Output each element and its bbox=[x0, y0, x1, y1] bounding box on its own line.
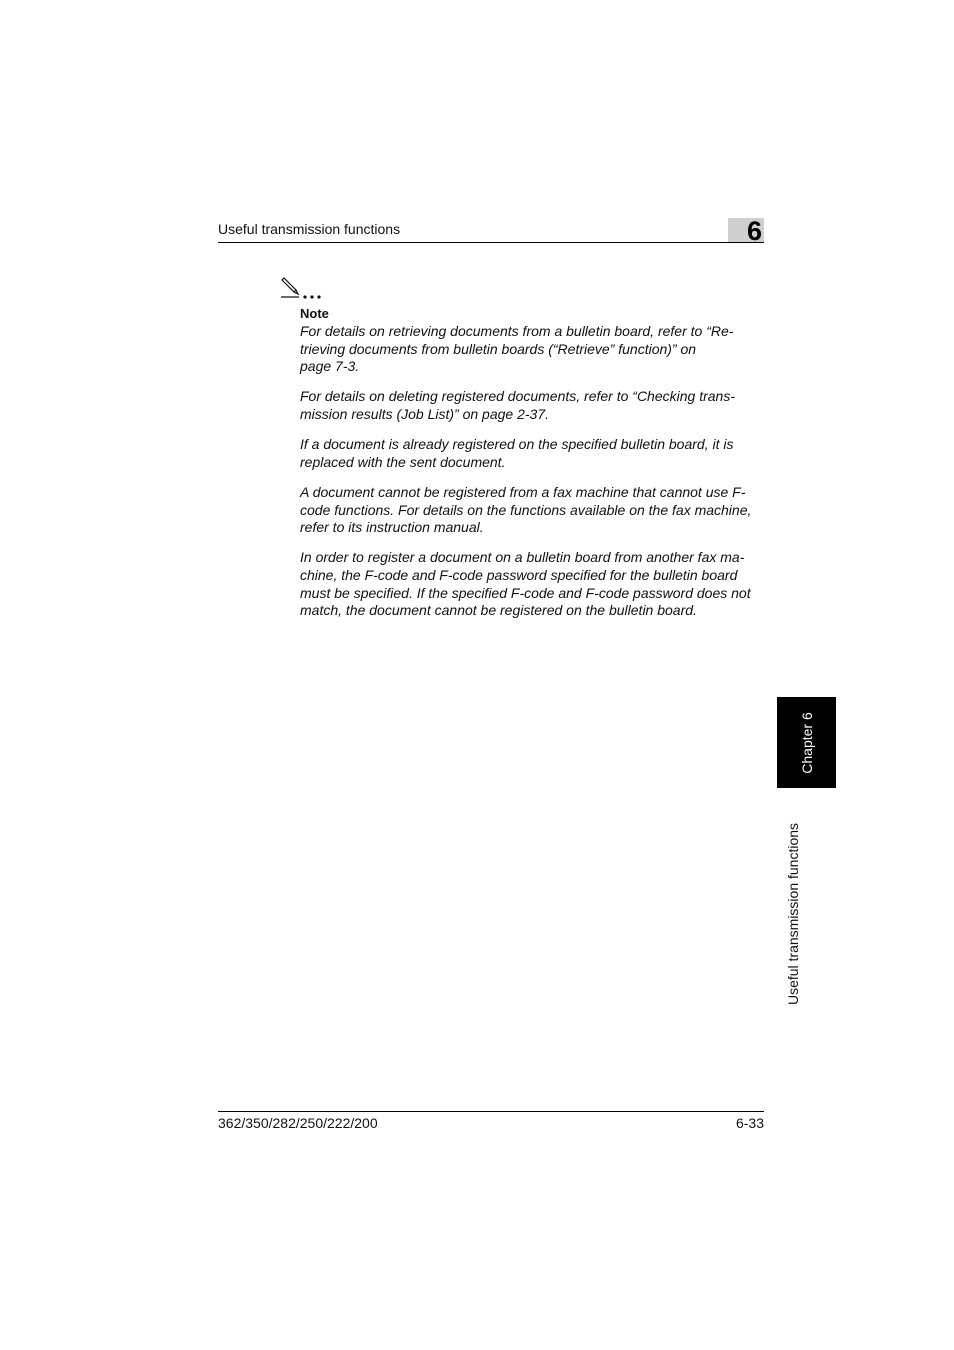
footer-page-number: 6-33 bbox=[735, 1115, 764, 1131]
note-line: chine, the F-code and F-code password specified for the bulletin board bbox=[300, 566, 738, 583]
header-title: Useful transmission functions bbox=[218, 221, 401, 237]
note-line: page 7-3. bbox=[300, 358, 360, 375]
note-line: If a document is already registered on the specified bulletin board, it is bbox=[300, 436, 734, 453]
note-paragraph bbox=[300, 436, 766, 471]
side-section-label: Useful transmission functions bbox=[785, 822, 801, 1006]
note-line: refer to its instruction manual. bbox=[300, 519, 484, 536]
note-paragraph bbox=[300, 484, 766, 537]
note-line: must be specified. If the specified F-code and F-code password does not bbox=[300, 584, 751, 601]
note-paragraph bbox=[300, 323, 766, 376]
side-chapter-label: Chapter 6 bbox=[798, 711, 815, 774]
note-line: match, the document cannot be registered on the bulletin board. bbox=[300, 602, 697, 619]
side-section bbox=[777, 808, 809, 1020]
footer-models: 362/350/282/250/222/200 bbox=[218, 1115, 378, 1131]
header-rule bbox=[218, 242, 764, 243]
chapter-number: 6 bbox=[746, 216, 762, 246]
note-line: mission results (Job List)” on page 2-37. bbox=[300, 405, 549, 422]
pencil-note-icon bbox=[278, 276, 326, 302]
note-line: For details on deleting registered documents, refer to “Checking trans- bbox=[300, 388, 735, 405]
note-line: For details on retrieving documents from a bulletin board, refer to “Re- bbox=[300, 323, 734, 339]
footer-rule bbox=[218, 1111, 764, 1112]
note-line: replaced with the sent document. bbox=[300, 453, 506, 470]
note-paragraph bbox=[300, 388, 766, 423]
note-label: Note bbox=[300, 306, 329, 321]
chapter-box bbox=[728, 216, 764, 246]
side-chapter-tab bbox=[777, 697, 836, 788]
note-line: code functions. For details on the functions available on the fax machine, bbox=[300, 501, 752, 518]
note-line: A document cannot be registered from a fax machine that cannot use F- bbox=[300, 483, 746, 500]
note-line: trieving documents from bulletin boards (“Retrieve” function)” on bbox=[300, 340, 697, 357]
note-paragraph bbox=[300, 549, 766, 619]
note-body bbox=[300, 323, 766, 632]
note-line: In order to register a document on a bulletin board from another fax ma- bbox=[300, 549, 745, 566]
